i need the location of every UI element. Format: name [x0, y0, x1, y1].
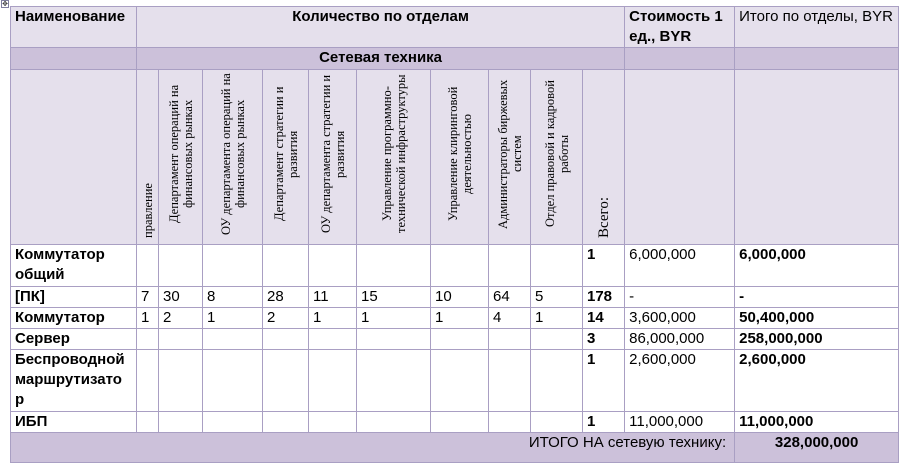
- qty-cell: 7: [137, 287, 159, 308]
- item-name: Коммутатор: [11, 308, 137, 329]
- section-row: [11, 48, 899, 70]
- qty-cell: 1: [137, 308, 159, 329]
- table-row: [11, 287, 899, 308]
- qty-cell: [263, 350, 309, 412]
- qty-cell: 11: [309, 287, 357, 308]
- table-row: [11, 350, 899, 412]
- row-sum: 2,600,000: [735, 350, 899, 412]
- qty-cell: [357, 245, 431, 287]
- total-header-label: Всего:: [595, 197, 612, 238]
- dept-header-label: ОУ департамента стратегии и развития: [318, 74, 347, 234]
- dept-header-label: ОУ департамента операций на финансовых рынках: [218, 73, 247, 235]
- qty-cell: [357, 329, 431, 350]
- item-name: Сервер: [11, 329, 137, 350]
- qty-cell: [489, 245, 531, 287]
- unit-cost: 6,000,000: [625, 245, 735, 287]
- qty-cell: 1: [431, 308, 489, 329]
- section-row-blank-cell: [735, 48, 899, 70]
- item-name: Коммутатор общий: [11, 245, 137, 287]
- qty-cell: 10: [431, 287, 489, 308]
- dept-header-cell: [159, 70, 203, 245]
- qty-cell: 1: [309, 308, 357, 329]
- qty-total: 14: [583, 308, 625, 329]
- qty-cell: [531, 329, 583, 350]
- qty-cell: [263, 245, 309, 287]
- qty-cell: [137, 350, 159, 412]
- qty-cell: [203, 329, 263, 350]
- header-row: [11, 7, 899, 48]
- qty-cell: 1: [203, 308, 263, 329]
- unit-cost: 2,600,000: [625, 350, 735, 412]
- qty-cell: 2: [159, 308, 203, 329]
- department-header-row: [11, 70, 899, 245]
- dept-header-label: правление: [140, 183, 155, 238]
- table-row: [11, 245, 899, 287]
- dept-header-cell: [357, 70, 431, 245]
- grand-total-label: ИТОГО НА сетевую технику:: [11, 433, 735, 463]
- section-row-blank-cell: [11, 48, 137, 70]
- unit-cost: 11,000,000: [625, 412, 735, 433]
- dept-header-label: Управление клиринговой деятельностью: [445, 86, 474, 222]
- item-name: Беспроводной маршрутизато р: [11, 350, 137, 412]
- row-sum: -: [735, 287, 899, 308]
- qty-cell: [489, 329, 531, 350]
- quantity-by-dept-header: Количество по отделам: [137, 7, 625, 48]
- department-header-blank-cell: [11, 70, 137, 245]
- row-sum: 50,400,000: [735, 308, 899, 329]
- qty-cell: 64: [489, 287, 531, 308]
- section-title: Сетевая техника: [137, 48, 625, 70]
- dept-header-cell: [263, 70, 309, 245]
- item-name: ИБП: [11, 412, 137, 433]
- dept-header-cell: [531, 70, 583, 245]
- qty-cell: [489, 412, 531, 433]
- qty-cell: [203, 350, 263, 412]
- dept-header-cell: [431, 70, 489, 245]
- grand-total-value: 328,000,000: [735, 433, 899, 463]
- unit-cost-header: Стоимость 1 ед., BYR: [625, 7, 735, 48]
- qty-cell: [137, 412, 159, 433]
- unit-cost: 3,600,000: [625, 308, 735, 329]
- qty-cell: 28: [263, 287, 309, 308]
- dept-header-label: Департамент операций на финансовых рынках: [166, 84, 195, 224]
- qty-cell: 4: [489, 308, 531, 329]
- qty-cell: [309, 350, 357, 412]
- dept-header-cell: [203, 70, 263, 245]
- dept-header-cell: [489, 70, 531, 245]
- qty-cell: [489, 350, 531, 412]
- qty-cell: [159, 245, 203, 287]
- qty-cell: [137, 329, 159, 350]
- qty-cell: 5: [531, 287, 583, 308]
- qty-cell: [309, 245, 357, 287]
- network-equipment-table: [10, 6, 899, 463]
- unit-cost: -: [625, 287, 735, 308]
- dept-header-label: Департамент стратегии и развития: [271, 86, 300, 222]
- table-row: [11, 308, 899, 329]
- qty-total: 3: [583, 329, 625, 350]
- total-by-dept-header: Итого по отделы, BYR: [735, 7, 899, 48]
- total-header-cell: [583, 70, 625, 245]
- qty-cell: [159, 329, 203, 350]
- qty-cell: [203, 412, 263, 433]
- dept-header-cell: [137, 70, 159, 245]
- qty-cell: [263, 329, 309, 350]
- qty-cell: [431, 350, 489, 412]
- row-sum: 11,000,000: [735, 412, 899, 433]
- department-header-blank-cell: [625, 70, 735, 245]
- qty-cell: [431, 329, 489, 350]
- qty-cell: [159, 350, 203, 412]
- department-header-blank-cell: [735, 70, 899, 245]
- unit-cost: 86,000,000: [625, 329, 735, 350]
- qty-cell: 30: [159, 287, 203, 308]
- qty-total: 178: [583, 287, 625, 308]
- table-row: [11, 412, 899, 433]
- qty-cell: [531, 350, 583, 412]
- row-sum: 6,000,000: [735, 245, 899, 287]
- qty-cell: [531, 412, 583, 433]
- qty-cell: [137, 245, 159, 287]
- qty-cell: [357, 350, 431, 412]
- qty-cell: [309, 329, 357, 350]
- dept-header-cell: [309, 70, 357, 245]
- dept-header-label: Управление программно-технической инфраструктуры: [379, 74, 408, 234]
- qty-cell: 2: [263, 308, 309, 329]
- qty-cell: [357, 412, 431, 433]
- qty-cell: [431, 245, 489, 287]
- qty-total: 1: [583, 245, 625, 287]
- qty-cell: [431, 412, 489, 433]
- qty-cell: 1: [531, 308, 583, 329]
- table-row: [11, 329, 899, 350]
- qty-cell: 1: [357, 308, 431, 329]
- qty-cell: 8: [203, 287, 263, 308]
- section-row-blank-cell: [625, 48, 735, 70]
- qty-cell: [159, 412, 203, 433]
- dept-header-label: Администраторы биржевых систем: [495, 79, 524, 229]
- qty-total: 1: [583, 350, 625, 412]
- qty-cell: [263, 412, 309, 433]
- qty-cell: 15: [357, 287, 431, 308]
- footer-row: [11, 433, 899, 463]
- dept-header-label: Отдел правовой и кадровой работы: [542, 80, 571, 228]
- item-name: [ПК]: [11, 287, 137, 308]
- qty-cell: [203, 245, 263, 287]
- table-move-handle-icon[interactable]: ✥: [2, 1, 8, 8]
- qty-cell: [309, 412, 357, 433]
- row-sum: 258,000,000: [735, 329, 899, 350]
- name-column-header: Наименование: [11, 7, 137, 48]
- qty-total: 1: [583, 412, 625, 433]
- qty-cell: [531, 245, 583, 287]
